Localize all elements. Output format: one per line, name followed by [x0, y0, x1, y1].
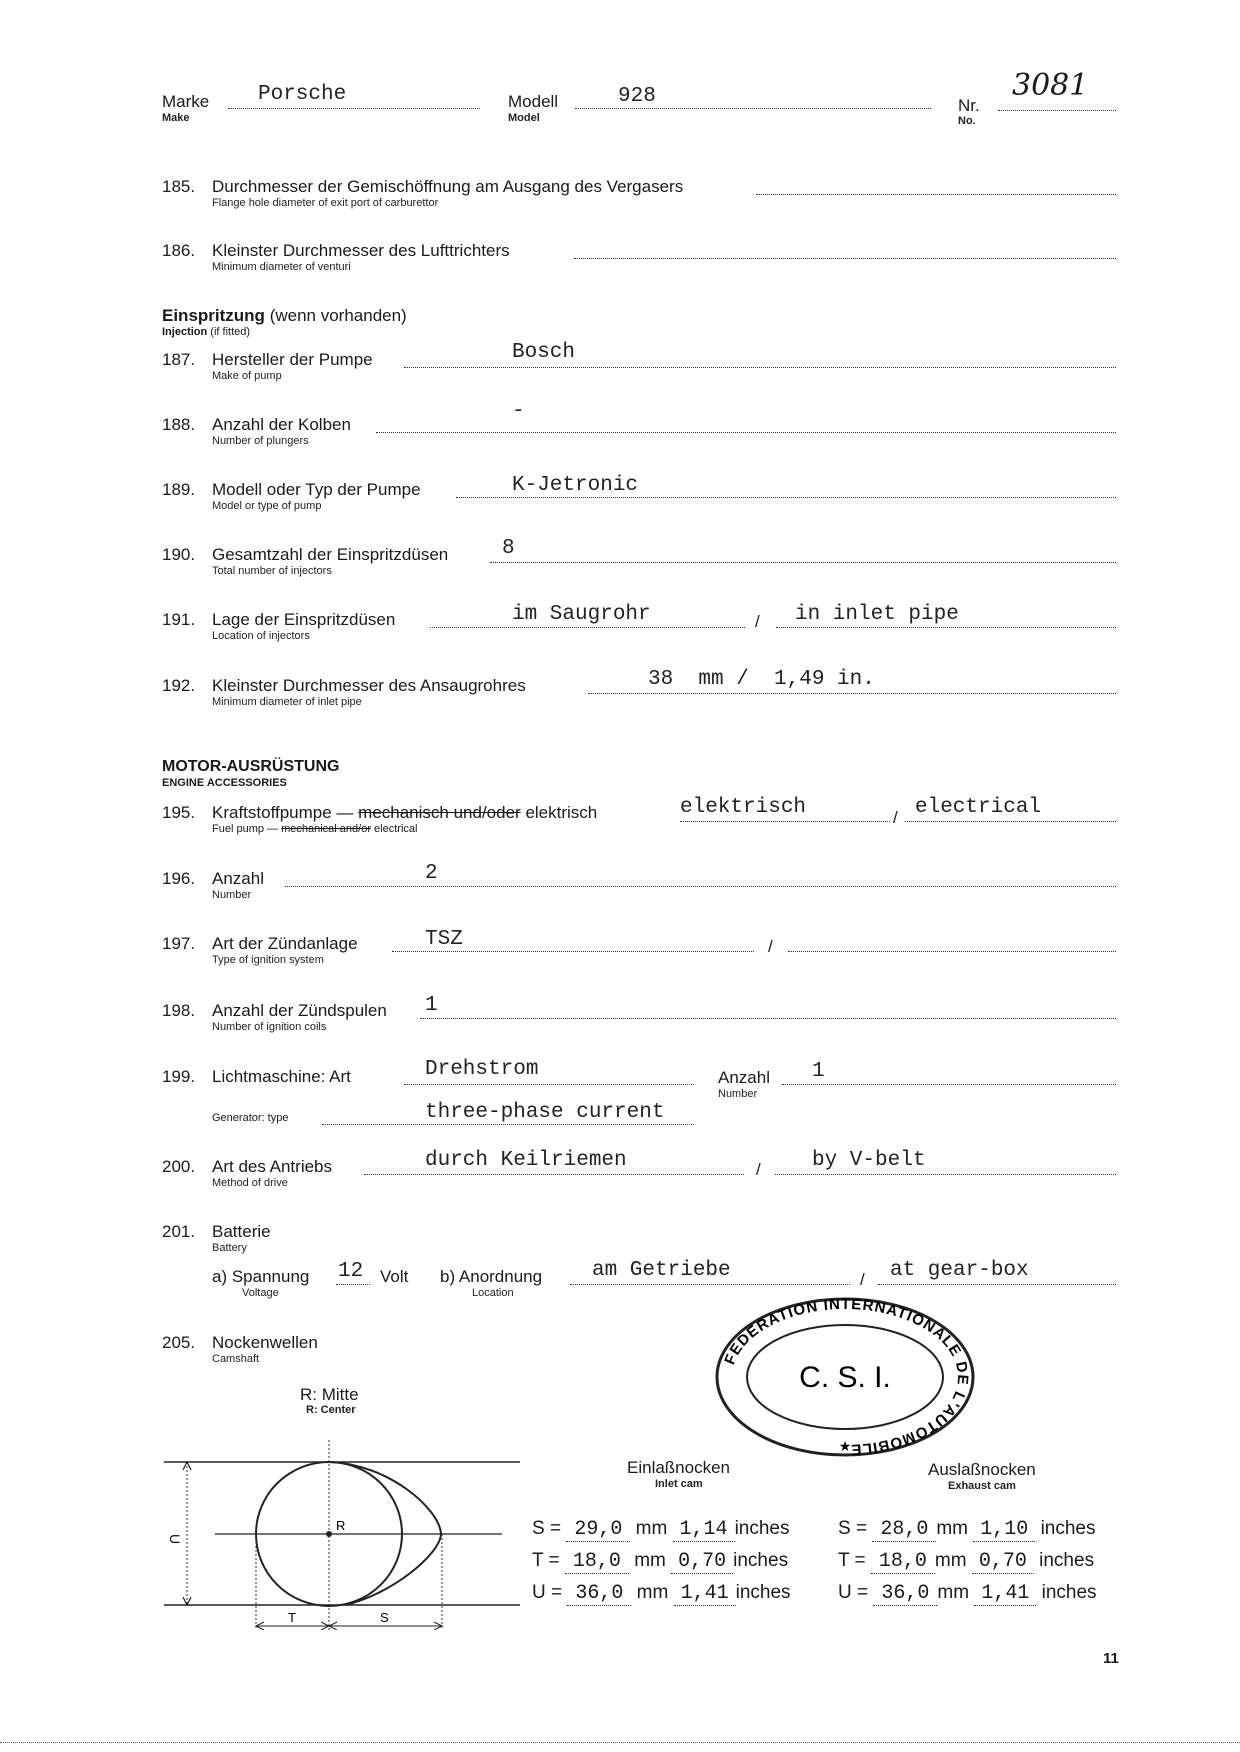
inlet-cam-subtitle: Inlet cam — [655, 1478, 703, 1490]
item-185-number: 185. — [162, 177, 196, 196]
item-188-number: 188. — [162, 415, 196, 434]
injection-heading — [162, 306, 407, 326]
item-197-field-en[interactable] — [788, 951, 1116, 952]
page-bottom-edge — [0, 1742, 1240, 1743]
item-188-label: Anzahl der Kolben — [212, 415, 351, 434]
exhaust-u-in-unit: inches — [1041, 1582, 1097, 1603]
item-198-field[interactable] — [420, 1018, 1116, 1019]
inlet-t-key: T = — [532, 1550, 560, 1571]
exhaust-s-in-value[interactable]: 1,10 — [973, 1518, 1035, 1542]
item-189-field[interactable] — [456, 497, 1116, 498]
item-195-sub-struck: mechanical and/or — [281, 823, 371, 835]
diagram-r-label: R — [336, 1518, 346, 1533]
item-195-label: Kraftstoffpumpe — — [212, 803, 354, 822]
item-191-label: Lage der Einspritzdüsen — [212, 610, 396, 629]
item-201-location-field-en[interactable] — [878, 1284, 1116, 1285]
item-190-label: Gesamtzahl der Einspritzdüsen — [212, 545, 449, 564]
model-sublabel: Model — [508, 112, 540, 124]
inlet-u-mm-unit: mm — [636, 1582, 669, 1603]
item-192-label: Kleinster Durchmesser des Ansaugrohres — [212, 676, 526, 695]
exhaust-u-in-value[interactable]: 1,41 — [974, 1582, 1036, 1606]
item-186-label: Kleinster Durchmesser des Lufttrichters — [212, 241, 510, 260]
item-195-number: 195. — [162, 803, 196, 822]
inlet-t-mm-value[interactable]: 18,0 — [565, 1550, 629, 1574]
no-sublabel: No. — [958, 115, 976, 127]
item-201-voltage-unit: Volt — [380, 1267, 409, 1286]
exhaust-t-mm-value[interactable]: 18,0 — [871, 1550, 935, 1574]
exhaust-cam-row-s — [838, 1518, 1097, 1550]
item-187-field[interactable] — [404, 367, 1116, 368]
item-199-number: 199. — [162, 1067, 196, 1086]
item-200-field-de[interactable] — [364, 1174, 744, 1175]
item-199-count-label: Anzahl — [718, 1068, 770, 1087]
item-199-field-count[interactable] — [782, 1084, 1116, 1085]
page-number: 11 — [1103, 1650, 1119, 1667]
item-196-sublabel: Number — [212, 889, 252, 901]
item-185-field[interactable] — [756, 194, 1116, 195]
item-195-label-end: elektrisch — [525, 803, 598, 822]
exhaust-s-key: S = — [838, 1518, 868, 1539]
item-186-number: 186. — [162, 241, 196, 260]
inlet-u-in-unit: inches — [735, 1582, 791, 1603]
item-195-sublabel-group — [212, 823, 417, 835]
item-201-location-field-de[interactable] — [570, 1284, 850, 1285]
item-191-number: 191. — [162, 610, 196, 629]
item-201-voltage-field[interactable] — [336, 1284, 370, 1285]
item-192-number: 192. — [162, 676, 196, 695]
item-187-value[interactable]: Bosch — [512, 341, 576, 364]
exhaust-s-in-unit: inches — [1040, 1518, 1096, 1539]
injection-title: Einspritzung — [162, 306, 265, 325]
item-189-sublabel: Model or type of pump — [212, 500, 322, 512]
exhaust-cam-row-t — [838, 1550, 1097, 1582]
item-200-value-en[interactable]: by V-belt — [812, 1149, 926, 1172]
item-205-label: Nockenwellen — [212, 1333, 318, 1352]
make-sublabel: Make — [162, 112, 190, 124]
item-191-separator: / — [755, 612, 760, 631]
item-187-number: 187. — [162, 350, 196, 369]
exhaust-cam-title: Auslaßnocken — [928, 1460, 1036, 1479]
inlet-cam-table — [532, 1518, 791, 1614]
fia-csi-stamp — [710, 1295, 980, 1460]
item-196-field[interactable] — [285, 886, 1116, 887]
item-185-sublabel: Flange hole diameter of exit port of carburettor — [212, 197, 439, 209]
item-196-number: 196. — [162, 869, 196, 888]
diagram-u-label: U — [167, 1534, 183, 1545]
inlet-u-key: U = — [532, 1582, 563, 1603]
item-196-label: Anzahl — [212, 869, 264, 888]
inlet-s-key: S = — [532, 1518, 562, 1539]
stamp-ring-text: FEDERATION INTERNATIONALE DE L'AUTOMOBILE — [721, 1295, 972, 1458]
no-line — [998, 110, 1116, 111]
model-line — [575, 108, 931, 109]
item-201-voltage-sublabel: Voltage — [242, 1287, 279, 1299]
diagram-t-label: T — [288, 1610, 296, 1625]
item-199-value-de[interactable]: Drehstrom — [425, 1058, 539, 1081]
no-label: Nr. — [958, 96, 980, 115]
item-200-field-en[interactable] — [775, 1174, 1116, 1175]
item-195-field-de[interactable] — [680, 821, 890, 822]
item-205-sublabel: Camshaft — [212, 1353, 260, 1365]
engine-accessories-heading: MOTOR-AUSRÜSTUNG — [162, 758, 340, 775]
item-196-value[interactable]: 2 — [425, 862, 438, 885]
item-201-number: 201. — [162, 1222, 196, 1241]
item-188-value[interactable]: - — [512, 400, 525, 423]
item-199-field-type[interactable] — [404, 1084, 694, 1085]
inlet-cam-row-u — [532, 1582, 791, 1614]
exhaust-s-mm-value[interactable]: 28,0 — [872, 1518, 936, 1542]
item-200-separator: / — [756, 1160, 761, 1179]
item-201-location-sublabel: Location — [472, 1287, 514, 1299]
item-191-field-en[interactable] — [776, 627, 1116, 628]
item-187-label: Hersteller der Pumpe — [212, 350, 373, 369]
inlet-cam-row-t — [532, 1550, 791, 1582]
item-198-number: 198. — [162, 1001, 196, 1020]
inlet-s-in-value[interactable]: 1,14 — [673, 1518, 735, 1542]
inlet-t-in-unit: inches — [733, 1550, 789, 1571]
injection-sub-bold: Injection — [162, 326, 208, 338]
item-198-sublabel: Number of ignition coils — [212, 1021, 327, 1033]
item-197-sublabel: Type of ignition system — [212, 954, 324, 966]
exhaust-t-in-value[interactable]: 0,70 — [972, 1550, 1034, 1574]
inlet-s-mm-value[interactable]: 29,0 — [566, 1518, 630, 1542]
inlet-u-mm-value[interactable]: 36,0 — [567, 1582, 631, 1606]
item-186-sublabel: Minimum diameter of venturi — [212, 261, 351, 273]
item-195-field-en[interactable] — [905, 821, 1116, 822]
make-label: Marke — [162, 92, 210, 111]
injection-title-rest: (wenn vorhanden) — [269, 306, 407, 325]
inlet-cam-row-s — [532, 1518, 791, 1550]
item-200-number: 200. — [162, 1157, 196, 1176]
model-label: Modell — [508, 92, 559, 111]
item-200-label: Art des Antriebs — [212, 1157, 333, 1176]
item-201-voltage-label: a) Spannung — [212, 1267, 310, 1286]
item-197-number: 197. — [162, 934, 196, 953]
item-198-label: Anzahl der Zündspulen — [212, 1001, 387, 1020]
item-201-voltage-value[interactable]: 12 — [338, 1260, 364, 1283]
inlet-s-in-unit: inches — [734, 1518, 790, 1539]
item-199-generator-label: Generator: type — [212, 1112, 289, 1124]
item-195-sublabel: Fuel pump — — [212, 823, 279, 835]
exhaust-t-in-unit: inches — [1039, 1550, 1095, 1571]
item-191-sublabel: Location of injectors — [212, 630, 310, 642]
item-188-field[interactable] — [376, 432, 1116, 433]
make-line — [228, 108, 480, 109]
item-191-value-de[interactable]: im Saugrohr — [512, 603, 651, 626]
item-190-field[interactable] — [490, 562, 1116, 563]
item-195-separator: / — [893, 808, 898, 827]
inlet-s-mm-unit: mm — [635, 1518, 668, 1539]
no-value[interactable]: 3081 — [1012, 68, 1089, 103]
item-192-field[interactable] — [588, 693, 1116, 694]
item-191-field-de[interactable] — [430, 627, 745, 628]
exhaust-s-mm-unit: mm — [936, 1518, 968, 1539]
diagram-center-sublabel: R: Center — [306, 1404, 356, 1416]
make-value[interactable]: Porsche — [258, 83, 347, 106]
item-195-struck-text: mechanisch und/oder — [358, 803, 521, 822]
exhaust-cam-subtitle: Exhaust cam — [948, 1480, 1016, 1492]
engine-accessories-subheading: ENGINE ACCESSORIES — [162, 777, 287, 789]
camshaft-diagram — [150, 1430, 530, 1630]
inlet-t-in-value[interactable]: 0,70 — [671, 1550, 733, 1574]
item-199-label: Lichtmaschine: Art — [212, 1067, 351, 1086]
inlet-cam-title: Einlaßnocken — [627, 1458, 731, 1477]
stamp-center-text: C. S. I. — [799, 1361, 891, 1394]
exhaust-cam-row-u — [838, 1582, 1097, 1614]
item-188-sublabel: Number of plungers — [212, 435, 309, 447]
item-186-field[interactable] — [574, 258, 1116, 259]
exhaust-t-mm-unit: mm — [934, 1550, 967, 1571]
item-201-location-value-en[interactable]: at gear-box — [890, 1259, 1029, 1282]
inlet-u-in-value[interactable]: 1,41 — [674, 1582, 736, 1606]
item-199-count-sublabel: Number — [718, 1088, 758, 1100]
item-200-value-de[interactable]: durch Keilriemen — [425, 1149, 627, 1172]
item-201-sublabel: Battery — [212, 1242, 247, 1254]
item-187-sublabel: Make of pump — [212, 370, 282, 382]
diagram-center-label: R: Mitte — [300, 1385, 359, 1404]
exhaust-u-mm-value[interactable]: 36,0 — [873, 1582, 937, 1606]
item-195-value-en[interactable]: electrical — [915, 796, 1042, 819]
item-189-value[interactable]: K-Jetronic — [512, 474, 639, 497]
item-189-label: Modell oder Typ der Pumpe — [212, 480, 421, 499]
item-197-field-de[interactable] — [392, 951, 754, 952]
item-190-value[interactable]: 8 — [502, 537, 515, 560]
item-201-separator: / — [860, 1270, 865, 1289]
exhaust-t-key: T = — [838, 1550, 866, 1571]
item-191-value-en[interactable]: in inlet pipe — [795, 603, 959, 626]
item-199-value-en[interactable]: three-phase current — [425, 1101, 665, 1124]
item-201-location-value-de[interactable]: am Getriebe — [592, 1259, 731, 1282]
star-icon: ★ — [838, 1438, 852, 1454]
item-190-number: 190. — [162, 545, 196, 564]
item-185-label: Durchmesser der Gemischöffnung am Ausgang des Vergasers — [212, 177, 684, 196]
item-195-label-group — [212, 803, 597, 823]
item-201-label: Batterie — [212, 1222, 271, 1241]
item-201-location-label: b) Anordnung — [440, 1267, 543, 1286]
item-197-separator: / — [768, 937, 773, 956]
injection-subheading — [162, 326, 250, 338]
item-189-number: 189. — [162, 480, 196, 499]
item-200-sublabel: Method of drive — [212, 1177, 288, 1189]
item-197-label: Art der Zündanlage — [212, 934, 358, 953]
item-205-number: 205. — [162, 1333, 196, 1352]
item-198-value[interactable]: 1 — [425, 994, 438, 1017]
item-199-count-value[interactable]: 1 — [812, 1060, 825, 1083]
item-195-value-de[interactable]: elektrisch — [680, 796, 807, 819]
diagram-s-label: S — [380, 1610, 389, 1625]
item-199-field-type-en[interactable] — [322, 1124, 694, 1125]
center-point — [326, 1531, 332, 1537]
exhaust-u-mm-unit: mm — [937, 1582, 970, 1603]
item-195-sub-end: electrical — [374, 823, 418, 835]
model-value[interactable]: 928 — [618, 85, 656, 108]
exhaust-cam-table — [838, 1518, 1097, 1614]
item-190-sublabel: Total number of injectors — [212, 565, 332, 577]
item-192-sublabel: Minimum diameter of inlet pipe — [212, 696, 362, 708]
exhaust-u-key: U = — [838, 1582, 869, 1603]
inlet-t-mm-unit: mm — [634, 1550, 666, 1571]
item-192-value[interactable]: 38 mm / 1,49 in. — [648, 668, 875, 691]
injection-sub-rest: (if fitted) — [210, 326, 251, 338]
item-197-value[interactable]: TSZ — [425, 928, 463, 951]
